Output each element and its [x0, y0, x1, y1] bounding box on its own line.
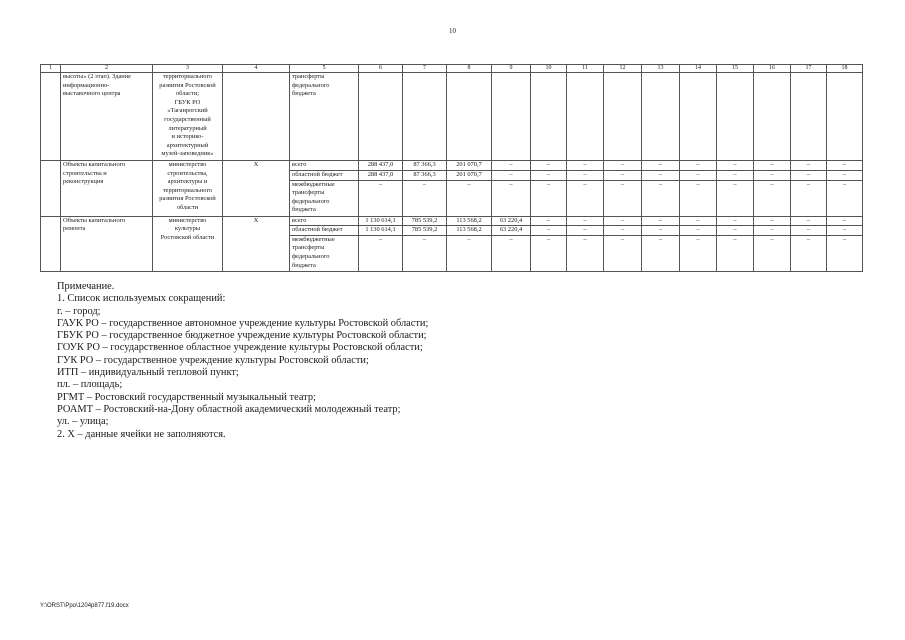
empty-cell [41, 216, 61, 271]
value-cell: – [403, 180, 447, 216]
empty-cell [791, 73, 827, 161]
abbreviation-line: ул. – улица; [57, 416, 109, 428]
value-cell: – [754, 170, 791, 180]
not-filled-mark: Х [223, 216, 290, 271]
column-number: 12 [604, 65, 642, 73]
column-number: 15 [717, 65, 754, 73]
value-cell: – [754, 235, 791, 271]
column-number: 9 [492, 65, 531, 73]
page-number: 10 [449, 27, 456, 35]
column-number: 10 [531, 65, 567, 73]
value-cell: – [604, 216, 642, 226]
value-cell: – [531, 216, 567, 226]
empty-cell [754, 73, 791, 161]
value-cell: – [754, 161, 791, 171]
value-cell: 785 539,2 [403, 216, 447, 226]
value-cell: – [791, 180, 827, 216]
value-cell: 288 437,0 [359, 161, 403, 171]
column-number-row [41, 65, 863, 73]
value-cell: – [717, 161, 754, 171]
value-cell: – [754, 180, 791, 216]
object-name: Объекты капитального строительства и реконструкция [61, 161, 153, 217]
abbreviation-line: г. – город; [57, 305, 101, 317]
value-cell: – [359, 180, 403, 216]
value-cell: – [642, 226, 680, 236]
value-cell: – [642, 216, 680, 226]
value-cell: – [717, 216, 754, 226]
value-cell: – [567, 161, 604, 171]
value-cell: 785 539,2 [403, 226, 447, 236]
table-row [41, 161, 863, 171]
empty-cell [359, 73, 403, 161]
value-cell: – [359, 235, 403, 271]
object-name: Объекты капитального ремонта [61, 216, 153, 271]
value-cell: – [403, 235, 447, 271]
value-cell: 63 220,4 [492, 216, 531, 226]
empty-cell [717, 73, 754, 161]
value-cell: – [567, 235, 604, 271]
object-name: высоты» (2 этап). Здание информационно- выставочного центра [61, 73, 153, 161]
value-cell: – [604, 180, 642, 216]
value-cell: – [447, 235, 492, 271]
column-number: 1 [41, 65, 61, 73]
value-cell: – [680, 216, 717, 226]
value-cell: – [717, 226, 754, 236]
column-number: 6 [359, 65, 403, 73]
value-cell: 113 568,2 [447, 226, 492, 236]
value-cell: – [492, 180, 531, 216]
column-number: 17 [791, 65, 827, 73]
value-cell: – [642, 161, 680, 171]
value-cell: – [680, 180, 717, 216]
value-cell: – [680, 235, 717, 271]
value-cell: 113 568,2 [447, 216, 492, 226]
column-number: 16 [754, 65, 791, 73]
column-number: 7 [403, 65, 447, 73]
value-cell: – [754, 226, 791, 236]
value-cell: – [642, 180, 680, 216]
column-number: 11 [567, 65, 604, 73]
abbreviation-line: РГМТ – Ростовский государственный музыкальный театр; [57, 391, 316, 403]
value-cell: – [791, 235, 827, 271]
value-cell: – [791, 216, 827, 226]
value-cell: 63 220,4 [492, 226, 531, 236]
column-number: 3 [153, 65, 223, 73]
value-cell: – [791, 161, 827, 171]
abbreviation-line: ГБУК РО – государственное бюджетное учреждение культуры Ростовской области; [57, 330, 427, 342]
value-cell: 87 366,3 [403, 161, 447, 171]
abbreviation-line: ГАУК РО – государственное автономное учреждение культуры Ростовской области; [57, 317, 429, 329]
value-cell: – [531, 235, 567, 271]
column-number: 2 [61, 65, 153, 73]
empty-cell [827, 73, 863, 161]
funding-source: областной бюджет [290, 226, 359, 236]
value-cell: – [492, 170, 531, 180]
file-path-footer: Y:\ORST\Ppo\1204p877.f19.docx [40, 603, 129, 609]
value-cell: – [492, 235, 531, 271]
value-cell: – [531, 170, 567, 180]
notes [57, 281, 428, 441]
value-cell: 201 070,7 [447, 170, 492, 180]
abbreviation-line: РОАМТ – Ростовский-на-Дону областной академический молодежный театр; [57, 403, 401, 415]
empty-cell [680, 73, 717, 161]
executor: министерство культуры Ростовской области [153, 216, 223, 271]
notes-item-2: 2. Х – данные ячейки не заполняются. [57, 428, 226, 440]
value-cell: – [827, 226, 863, 236]
value-cell: 87 366,3 [403, 170, 447, 180]
value-cell: – [604, 170, 642, 180]
empty-cell [447, 73, 492, 161]
value-cell: – [642, 235, 680, 271]
empty-cell [41, 73, 61, 161]
abbreviation-line: пл. – площадь; [57, 379, 123, 391]
value-cell: – [567, 216, 604, 226]
column-number: 8 [447, 65, 492, 73]
value-cell: – [447, 180, 492, 216]
value-cell: 1 130 614,1 [359, 226, 403, 236]
abbreviation-line: ИТП – индивидуальный тепловой пункт; [57, 367, 239, 379]
value-cell: – [827, 235, 863, 271]
not-filled-mark: Х [223, 161, 290, 217]
value-cell: – [827, 180, 863, 216]
value-cell: – [680, 226, 717, 236]
notes-item-1-heading: 1. Список используемых сокращений: [57, 293, 226, 305]
executor: территориального развития Ростовской области; ГБУК РО «Таганрогский государственный литературный и историко- архитектурный музей-заповедник» [153, 73, 223, 161]
abbreviation-line: ГУК РО – государственное учреждение культуры Ростовской области; [57, 354, 369, 366]
value-cell: – [567, 226, 604, 236]
funding-source: областной бюджет [290, 170, 359, 180]
value-cell: – [567, 170, 604, 180]
value-cell: – [604, 161, 642, 171]
executor: министерство строительства, архитектуры и территориального развития Ростовской области [153, 161, 223, 217]
value-cell: – [567, 180, 604, 216]
empty-cell [492, 73, 531, 161]
value-cell: – [604, 235, 642, 271]
table-row [41, 216, 863, 226]
column-number: 4 [223, 65, 290, 73]
empty-cell [223, 73, 290, 161]
value-cell: – [827, 161, 863, 171]
value-cell: – [531, 226, 567, 236]
empty-cell [642, 73, 680, 161]
empty-cell [604, 73, 642, 161]
column-number: 14 [680, 65, 717, 73]
value-cell: – [717, 235, 754, 271]
value-cell: 201 070,7 [447, 161, 492, 171]
value-cell: – [680, 161, 717, 171]
empty-cell [531, 73, 567, 161]
program-table [40, 64, 863, 272]
column-number: 18 [827, 65, 863, 73]
value-cell: – [680, 170, 717, 180]
funding-source: межбюджетные трансферты федерального бюджета [290, 180, 359, 216]
value-cell: – [531, 161, 567, 171]
value-cell: 1 130 614,1 [359, 216, 403, 226]
value-cell: – [827, 216, 863, 226]
table-row [41, 73, 863, 161]
column-number: 5 [290, 65, 359, 73]
value-cell: – [791, 170, 827, 180]
value-cell: – [791, 226, 827, 236]
value-cell: – [717, 180, 754, 216]
empty-cell [403, 73, 447, 161]
funding-source: трансферты федерального бюджета [290, 73, 359, 161]
value-cell: – [642, 170, 680, 180]
notes-title: Примечание. [57, 281, 115, 292]
funding-source: межбюджетные трансферты федерального бюджета [290, 235, 359, 271]
value-cell: – [754, 216, 791, 226]
abbreviation-line: ГОУК РО – государственное областное учреждение культуры Ростовской области; [57, 342, 423, 354]
funding-source: всего [290, 216, 359, 226]
column-number: 13 [642, 65, 680, 73]
empty-cell [41, 161, 61, 217]
value-cell: – [531, 180, 567, 216]
value-cell: – [604, 226, 642, 236]
value-cell: – [827, 170, 863, 180]
value-cell: – [717, 170, 754, 180]
funding-source: всего [290, 161, 359, 171]
empty-cell [567, 73, 604, 161]
value-cell: 288 437,0 [359, 170, 403, 180]
value-cell: – [492, 161, 531, 171]
